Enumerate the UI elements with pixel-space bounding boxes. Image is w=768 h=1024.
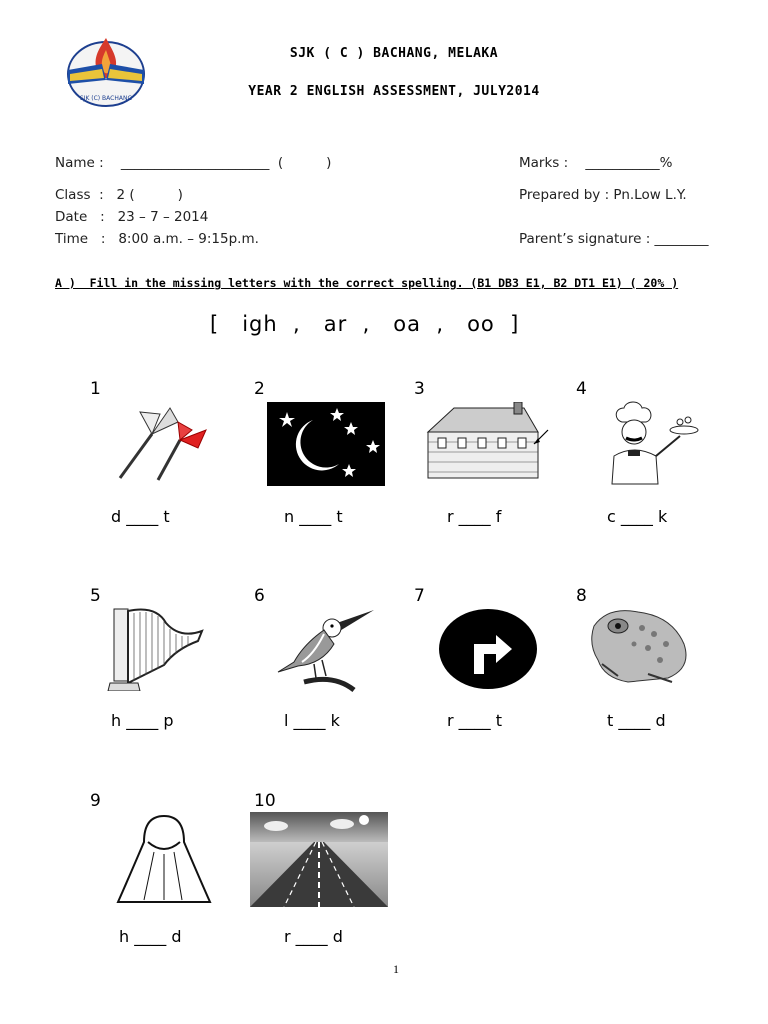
- item-number: 9: [90, 791, 101, 811]
- item-number: 7: [414, 586, 425, 606]
- school-name: SJK ( C ) BACHANG, MELAKA: [289, 46, 499, 61]
- name-field[interactable]: Name : ______________________ ( ): [55, 155, 332, 171]
- word-blank[interactable]: l ____ k: [284, 711, 340, 730]
- word-blank[interactable]: c ____ k: [607, 507, 668, 526]
- date-field: Date : 23 – 7 – 2014: [55, 209, 209, 225]
- section-a-instruction: A ) Fill in the missing letters with the correct spelling. (B1 DB3 E1, B2 DT1 E1) ( 20% ): [55, 276, 679, 290]
- prepared-by: Prepared by : Pn.Low L.Y.: [519, 187, 687, 203]
- hood-cloak-icon: [114, 812, 212, 908]
- word-blank[interactable]: d ____ t: [111, 507, 170, 526]
- item-number: 1: [90, 379, 101, 399]
- night-sky-icon: [267, 402, 385, 486]
- word-blank[interactable]: n ____ t: [284, 507, 343, 526]
- item-number: 8: [576, 586, 587, 606]
- class-field[interactable]: Class : 2 ( ): [55, 187, 183, 203]
- word-blank[interactable]: r ____ f: [447, 507, 502, 526]
- logo-text: SJK (C) BACHANG: [79, 95, 133, 102]
- letter-options: [ igh , ar , oa , oo ]: [210, 312, 520, 336]
- chef-icon: [600, 400, 700, 486]
- assessment-title: YEAR 2 ENGLISH ASSESSMENT, JULY2014: [248, 84, 540, 99]
- house-roof-icon: [424, 402, 552, 482]
- marks-field[interactable]: Marks : ___________%: [519, 155, 673, 171]
- time-field: Time : 8:00 a.m. – 9:15p.m.: [55, 231, 259, 247]
- road-icon: [250, 812, 388, 907]
- word-blank[interactable]: t ____ d: [607, 711, 666, 730]
- item-number: 5: [90, 586, 101, 606]
- harp-icon: [106, 605, 206, 691]
- item-number: 2: [254, 379, 265, 399]
- item-number: 4: [576, 379, 587, 399]
- darts-icon: [110, 400, 215, 485]
- word-blank[interactable]: r ____ t: [447, 711, 503, 730]
- parent-signature-field[interactable]: Parent’s signature : ________: [519, 231, 709, 247]
- lark-bird-icon: [274, 604, 378, 692]
- right-turn-sign-icon: [438, 608, 538, 690]
- word-blank[interactable]: h ____ d: [119, 927, 182, 946]
- item-number: 10: [254, 791, 276, 811]
- toad-icon: [588, 604, 692, 686]
- item-number: 6: [254, 586, 265, 606]
- item-number: 3: [414, 379, 425, 399]
- word-blank[interactable]: r ____ d: [284, 927, 343, 946]
- word-blank[interactable]: h ____ p: [111, 711, 174, 730]
- page-number: 1: [393, 962, 399, 976]
